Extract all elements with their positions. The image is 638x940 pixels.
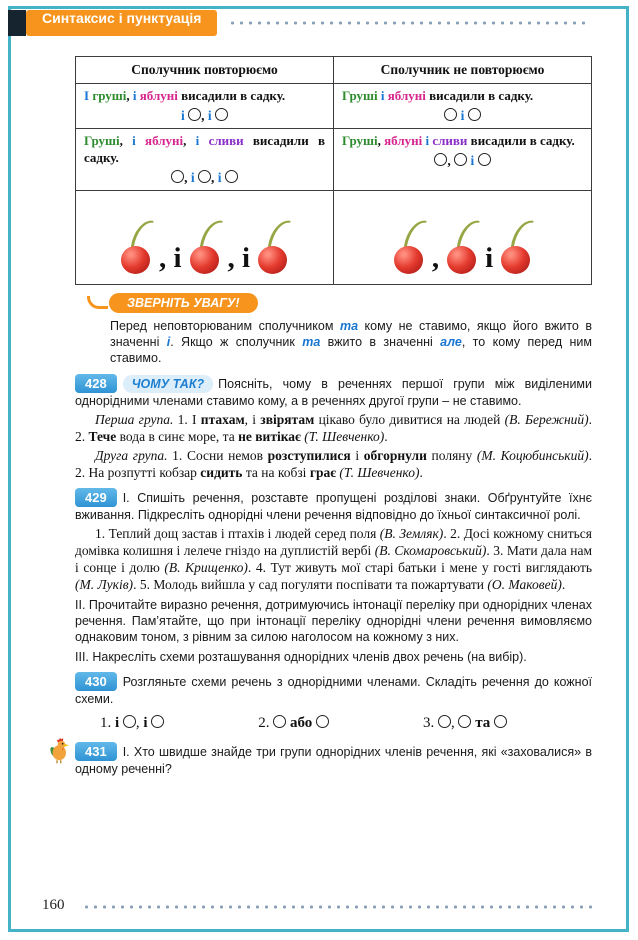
- text-run: . 3. Мати дала нам і сонце і долю: [75, 542, 592, 575]
- text-run: вжито в значенні: [320, 334, 441, 349]
- circle-icon: [478, 153, 491, 166]
- table-row: [76, 84, 592, 129]
- text-run: не витікає: [238, 428, 301, 444]
- text-run: 3.: [422, 714, 438, 731]
- text-run: та: [302, 334, 321, 349]
- table-header-row: [76, 57, 592, 84]
- text-run: і: [115, 714, 123, 731]
- text-run: ,: [119, 132, 133, 148]
- table-header-right: Сполучник не повторюємо: [334, 57, 592, 84]
- text-run: і: [425, 132, 433, 148]
- table-cell-norepeat-1: [334, 84, 592, 129]
- text-run: вода в синє море, та: [116, 428, 239, 444]
- table-row: [76, 128, 592, 190]
- exercise-429-part2: ІІ. Прочитайте виразно речення, дотримуючись інтонації переліку при однорідних членах речення. Пам’ятайте, що при інтонації переліку однорідні члени речення вимовляємо однаковим тоном, з рівним за силою наголосом на кожному з них.: [75, 597, 592, 644]
- text-run: яблуні: [139, 88, 178, 103]
- exercise-428-heading: [75, 374, 592, 409]
- text-run: (В. Бережний): [504, 411, 589, 427]
- circle-icon: [151, 715, 164, 728]
- cherry-icon: [120, 218, 152, 274]
- text-run: сливи: [208, 132, 244, 148]
- text-run: Перша група.: [95, 411, 174, 427]
- text-run: І: [84, 88, 93, 103]
- cherry-icon: [446, 218, 478, 274]
- text-run: . 2. На розпутті кобзар: [75, 447, 592, 480]
- text-run: ,: [126, 88, 133, 103]
- text-run: Груші: [342, 88, 381, 103]
- text-run: але: [440, 334, 462, 349]
- circle-icon: [316, 715, 329, 728]
- text-run: .: [384, 428, 388, 444]
- exercise-429-number-badge: 429: [75, 488, 117, 507]
- cherry-icon: [500, 218, 532, 274]
- text-run: і: [195, 132, 209, 148]
- schema-option-1: [100, 715, 164, 732]
- attention-banner-row: [87, 293, 592, 315]
- text-run: (В. Крищенко): [164, 559, 248, 575]
- text-run: Перед неповторюваним сполучником: [110, 318, 340, 333]
- circle-icon: [444, 108, 457, 121]
- text-run: ,: [431, 242, 440, 275]
- exercise-428-instruction: Поясніть, чому в реченнях першої групи між виділеними однорідними членами ставимо кому, а в реченнях другої групи – не ставимо.: [75, 376, 592, 408]
- text-run: птахам: [200, 411, 245, 427]
- cherry-icon: [257, 218, 289, 274]
- sentence-schema: [84, 108, 325, 124]
- exercise-431-instruction: І. Хто швидше знайде три групи однорідних членів речення, які «заховалися» в одному реченні?: [75, 744, 592, 776]
- sentence-schema: [342, 153, 583, 169]
- text-run: . 2. Досі кожному сниться домівка колишня і лелече гніздо на дуплистій вербі: [75, 525, 592, 558]
- text-run: ,: [450, 714, 459, 731]
- text-run: яблуні: [145, 132, 184, 148]
- text-run: , і: [227, 242, 251, 275]
- exercise-429-part3: ІІІ. Накресліть схеми розташування однорідних членів двох речень (на вибір).: [75, 649, 527, 664]
- text-run: (В. Земляк): [379, 525, 444, 541]
- text-run: , то кому перед ним ставимо.: [110, 334, 592, 365]
- exercise-429-part1: І. Спишіть речення, розставте пропущені розділові знаки. Обґрунтуйте їхнє вживання. Підкресліть однорідні члени речення відповідно до їхньої синтаксичної ролі.: [75, 490, 592, 522]
- circle-icon: [438, 715, 451, 728]
- table-header-left: Сполучник повторюємо: [76, 57, 334, 84]
- sentence-schema: [342, 108, 583, 124]
- schema-row: [100, 715, 507, 732]
- circle-icon: [215, 108, 228, 121]
- group1-sentences: [75, 411, 592, 445]
- group2-sentences: [75, 447, 592, 481]
- text-run: та на кобзі: [242, 464, 310, 480]
- table-cell-repeat-1: [76, 84, 334, 129]
- chapter-title: Синтаксис і пунктуація: [26, 10, 217, 36]
- text-run: і: [166, 334, 171, 349]
- exercise-429-heading: [75, 488, 592, 523]
- attention-banner: ЗВЕРНІТЬ УВАГУ!: [109, 293, 258, 313]
- circle-icon: [188, 108, 201, 121]
- table-cell-cherries-left: [76, 190, 334, 284]
- exercise-431-heading: [75, 742, 592, 777]
- text-run: розступилися: [267, 447, 351, 463]
- text-run: або: [286, 714, 317, 731]
- circle-icon: [225, 170, 238, 183]
- text-run: висадили в садку.: [467, 132, 575, 148]
- text-run: сливи: [432, 132, 468, 148]
- text-run: . 2.: [75, 411, 593, 444]
- text-run: .: [561, 576, 566, 592]
- text-run: (Т. Шевченко): [304, 428, 385, 444]
- text-run: 1. Сосни немов: [167, 447, 268, 463]
- circle-icon: [454, 153, 467, 166]
- text-run: . 5. Молодь вийшла у сад погуляти поспівати та пожартувати: [133, 576, 488, 592]
- header-dotted-line: [228, 21, 586, 25]
- text-run: . Якщо ж сполучник: [170, 334, 303, 349]
- table-cell-repeat-2: [76, 128, 334, 190]
- text-run: 2.: [258, 714, 274, 731]
- text-run: ,: [447, 152, 455, 168]
- text-run: і: [457, 107, 468, 123]
- conjunction-rules-table: [75, 56, 592, 285]
- text-run: ,: [184, 169, 191, 185]
- text-run: (М. Луків): [75, 576, 134, 592]
- text-run: і: [132, 88, 140, 103]
- text-run: і: [180, 107, 189, 123]
- table-cell-norepeat-2: [334, 128, 592, 190]
- why-so-label: ЧОМУ ТАК?: [123, 375, 213, 393]
- text-run: і: [207, 107, 216, 123]
- cherries-illustration-left: [84, 216, 325, 281]
- circle-icon: [198, 170, 211, 183]
- circle-icon: [123, 715, 136, 728]
- text-run: грає: [309, 464, 337, 480]
- text-run: Друга група.: [95, 447, 168, 463]
- text-run: і: [485, 242, 494, 275]
- text-run: ,: [135, 714, 144, 731]
- schema-option-2: [258, 715, 329, 732]
- text-run: , і: [158, 242, 182, 275]
- chapter-tab-marker: [8, 10, 26, 36]
- circle-icon: [171, 170, 184, 183]
- exercise-429-sentences: [75, 525, 592, 593]
- rooster-icon: [48, 737, 72, 764]
- page-content: [75, 56, 592, 779]
- footer-dotted-line: [82, 905, 596, 909]
- cherry-icon: [393, 218, 425, 274]
- text-run: і: [143, 714, 152, 731]
- cherries-illustration-right: [342, 216, 583, 281]
- cherry-icon: [189, 218, 221, 274]
- text-run: .: [419, 464, 423, 480]
- text-run: і: [132, 132, 146, 148]
- circle-icon: [273, 715, 286, 728]
- text-run: Тече: [88, 428, 117, 444]
- text-run: і: [350, 447, 364, 463]
- exercise-431-number-badge: 431: [75, 742, 117, 761]
- text-run: цікаво було дивитися на людей: [314, 411, 505, 427]
- text-run: обгорнули: [363, 447, 427, 463]
- text-run: Груші: [84, 132, 120, 148]
- text-run: (Т. Шевченко): [339, 464, 420, 480]
- text-run: . 4. Тут живуть мої старі батьки і мене у гості виглядають: [247, 559, 592, 575]
- text-run: ,: [201, 107, 208, 123]
- text-run: ,: [183, 132, 196, 148]
- text-run: (О. Маковей): [487, 576, 562, 592]
- example-sentence: [84, 133, 325, 167]
- text-run: звірятам: [260, 411, 315, 427]
- table-row-cherries: [76, 190, 592, 284]
- exercise-430-instruction: Розгляньте схеми речень з однорідними членами. Складіть речення до кожної схеми.: [75, 674, 592, 706]
- page-number: 160: [42, 897, 65, 913]
- exercise-430-number-badge: 430: [75, 672, 117, 691]
- text-run: ,: [211, 169, 218, 185]
- text-run: і: [217, 169, 225, 185]
- text-run: і: [467, 152, 478, 168]
- text-run: (В. Скомаровський): [374, 542, 487, 558]
- text-run: 1.: [100, 714, 115, 731]
- text-run: поляну: [426, 447, 477, 463]
- text-run: висадили в садку.: [177, 88, 286, 103]
- exercise-430-heading: [75, 672, 592, 707]
- text-run: 1. І: [173, 411, 201, 427]
- text-run: і: [380, 88, 388, 103]
- text-run: 1. Теплий дощ застав і птахів і людей серед поля: [95, 525, 380, 541]
- text-run: та: [471, 714, 494, 731]
- text-run: та: [339, 318, 359, 333]
- example-sentence: [342, 88, 583, 105]
- text-run: (М. Коцюбинський): [476, 447, 589, 463]
- text-run: Груші: [342, 132, 378, 148]
- text-run: висадили в садку.: [425, 88, 534, 103]
- text-run: висадили в садку.: [84, 132, 325, 165]
- text-run: яблуні: [387, 88, 426, 103]
- schema-option-3: [423, 715, 507, 732]
- text-run: і: [190, 169, 198, 185]
- text-run: кому не ставимо, якщо його вжито в значенні: [110, 318, 593, 349]
- attention-note: [110, 318, 592, 366]
- sentence-schema: [84, 170, 325, 186]
- text-run: яблуні: [384, 132, 426, 148]
- banner-tail-icon: [87, 296, 108, 309]
- exercise-428-number-badge: 428: [75, 374, 117, 393]
- circle-icon: [468, 108, 481, 121]
- text-run: груші: [92, 88, 127, 103]
- example-sentence: [84, 88, 325, 105]
- text-run: , і: [244, 411, 261, 427]
- circle-icon: [458, 715, 471, 728]
- text-run: ,: [377, 132, 385, 148]
- circle-icon: [494, 715, 507, 728]
- circle-icon: [434, 153, 447, 166]
- text-run: сидить: [200, 464, 243, 480]
- table-cell-cherries-right: [334, 190, 592, 284]
- example-sentence: [342, 133, 583, 150]
